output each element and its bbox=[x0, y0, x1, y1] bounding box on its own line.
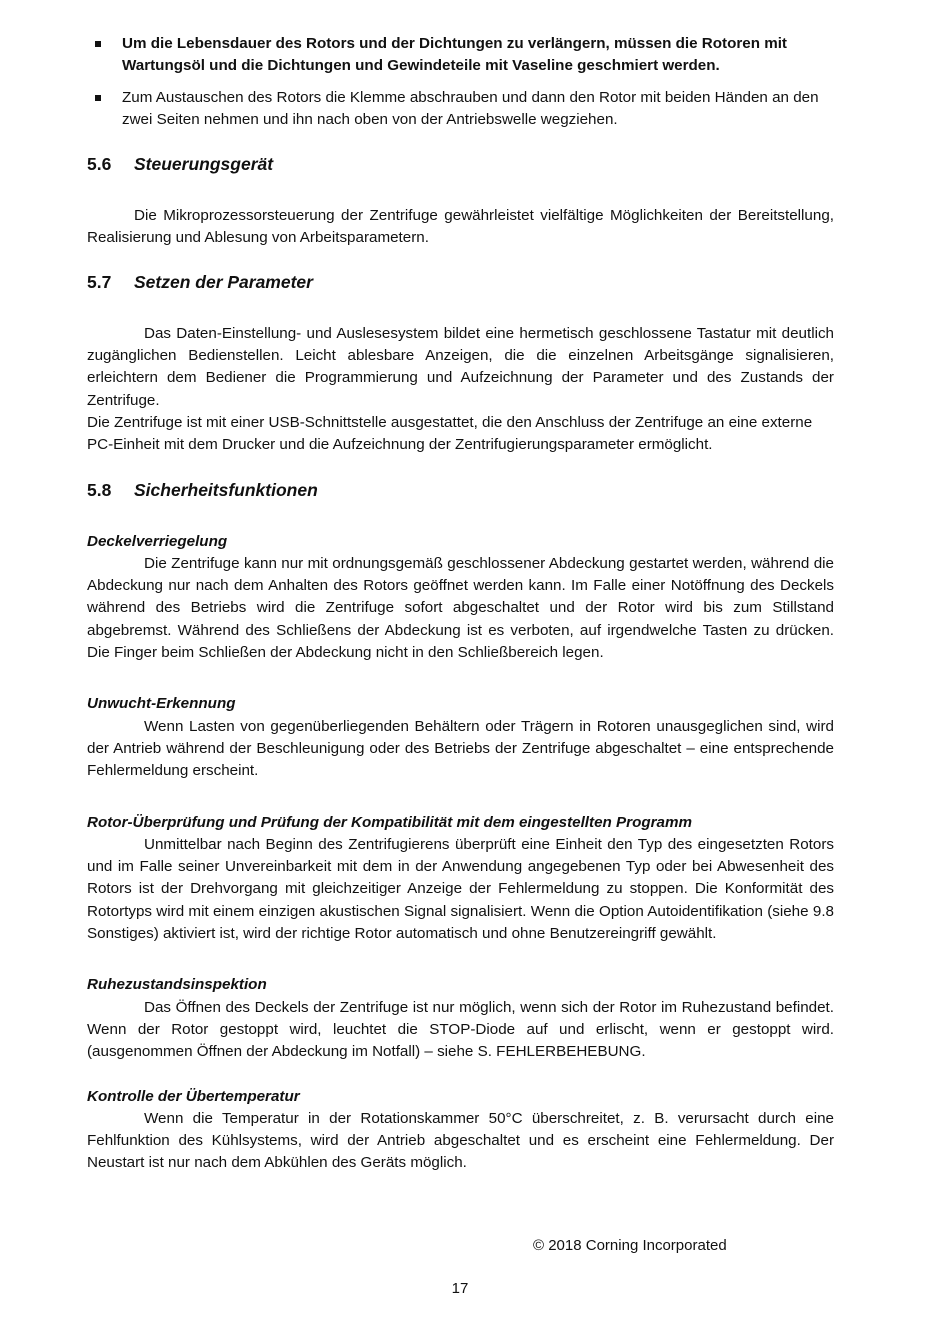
subsection-body: Wenn die Temperatur in der Rotationskammer 50°C überschreitet, z. B. verursacht durch eine Fehlfunktion des Kühlsystems, wird der Antrieb abgeschaltet und es erscheint eine Fehlermeldung. Der Neustart ist nur nach dem Abkühlen des Geräts möglich. bbox=[87, 1109, 834, 1172]
subsection-body: Das Öffnen des Deckels der Zentrifuge ist nur möglich, wenn sich der Rotor im Ruhezustand befindet. Wenn der Rotor gestoppt wird, leuchtet die STOP-Diode auf und erlischt, wenn er gestoppt wird. (ausgenommen Öffnen der Abdeckung im Notfall) – siehe S. FEHLERBEHEBUNG. bbox=[87, 998, 834, 1061]
bullet-square-icon bbox=[95, 95, 101, 101]
section-heading-5-8 bbox=[87, 478, 834, 502]
section-number: 5.8 bbox=[87, 479, 112, 500]
list-item bbox=[87, 87, 834, 132]
section-heading-5-7 bbox=[87, 270, 834, 294]
subsection-body: Unmittelbar nach Beginn des Zentrifugierens überprüft eine Einheit den Typ des eingesetzten Rotors und im Falle seiner Unvereinbarkeit mit dem in der Anwendung angegebenen Typ oder bei Abwesenheit des Rotors ist der Drehvorgang mit gleichzeitiger Anzeige der Fehlermeldung zu stoppen. Die Konformität des Rotortyps wird mit einem einzigen akustischen Signal signalisiert. Wenn die Option Autoidentifikation (siehe 9.8 Sonstiges) aktiviert ist, wird der richtige Rotor automatisch und ohne Benutzereingriff gewählt. bbox=[87, 835, 834, 943]
bullet-list bbox=[87, 33, 834, 131]
list-item bbox=[87, 33, 834, 78]
copyright-notice: © 2018 Corning Incorporated bbox=[533, 1237, 727, 1254]
section-title: Sicherheitsfunktionen bbox=[134, 479, 318, 500]
subsection-body: Die Zentrifuge kann nur mit ordnungsgemäß geschlossener Abdeckung gestartet werden, während die Abdeckung nur nach dem Anhalten des Rotors geöffnet werden kann. Im Falle einer Notöffnung des Deckels während des Betriebs wird die Zentrifuge sofort abgeschaltet und der Rotor wird bis zum Stillstand abgebremst. Während des Schließens der Abdeckung ist es verboten, auf irgendwelche Tasten zu drücken. Die Finger beim Schließen der Abdeckung nicht in den Schließbereich legen. bbox=[87, 554, 834, 662]
subsection-heading: Deckelverriegelung bbox=[87, 532, 228, 550]
section-body: Die Mikroprozessorsteuerung der Zentrifuge gewährleistet vielfältige Möglichkeiten der Bereitstellung, Realisierung und Ablesung von Arbeitsparametern. bbox=[87, 207, 834, 247]
subsection-body: Wenn Lasten von gegenüberliegenden Behältern oder Trägern in Rotoren unausgeglichen sind, wird der Antrieb während der Beschleunigung oder des Betriebs der Zentrifuge abgeschaltet – eine entsprechende Fehlermeldung erscheint. bbox=[87, 717, 834, 780]
section-number: 5.6 bbox=[87, 154, 112, 175]
page-number: 17 bbox=[451, 1280, 469, 1297]
subsection-heading: Kontrolle der Übertemperatur bbox=[87, 1087, 300, 1105]
section-title: Setzen der Parameter bbox=[134, 271, 313, 292]
document-page bbox=[87, 33, 834, 1175]
section-title: Steuerungsgerät bbox=[134, 154, 274, 175]
bullet-text: Um die Lebensdauer des Rotors und der Dichtungen zu verlängern, müssen die Rotoren mit Wartungsöl und die Dichtungen und Gewindeteile mit Vaseline geschmiert werden. bbox=[122, 35, 787, 75]
subsection-heading: Rotor-Überprüfung und Prüfung der Kompatibilität mit dem eingestellten Programm bbox=[87, 813, 692, 831]
section-body: Die Zentrifuge ist mit einer USB-Schnittstelle ausgestattet, die den Anschluss der Zentrifuge an eine externe PC-Einheit mit dem Drucker und die Aufzeichnung der Zentrifugierungsparameter ermöglicht. bbox=[87, 413, 813, 454]
bullet-square-icon bbox=[95, 41, 101, 47]
subsection-heading: Unwucht-Erkennung bbox=[87, 695, 236, 713]
section-heading-5-6 bbox=[87, 152, 834, 176]
bullet-text: Zum Austauschen des Rotors die Klemme abschrauben und dann den Rotor mit beiden Händen an den zwei Seiten nehmen und ihn nach oben von der Antriebswelle wegziehen. bbox=[122, 88, 819, 128]
subsection-heading: Ruhezustandsinspektion bbox=[87, 976, 267, 994]
section-number: 5.7 bbox=[87, 271, 112, 292]
section-body: Das Daten-Einstellung- und Auslesesystem bildet eine hermetisch geschlossene Tastatur mit deutlich zugänglichen Bedienstellen. Leicht ablesbare Anzeigen, die die einzelnen Arbeitsgänge signalisieren, erleichtern dem Bediener die Programmierung und Aufzeichnung der Parameter und des Zustands der Zentrifuge. bbox=[87, 324, 834, 409]
